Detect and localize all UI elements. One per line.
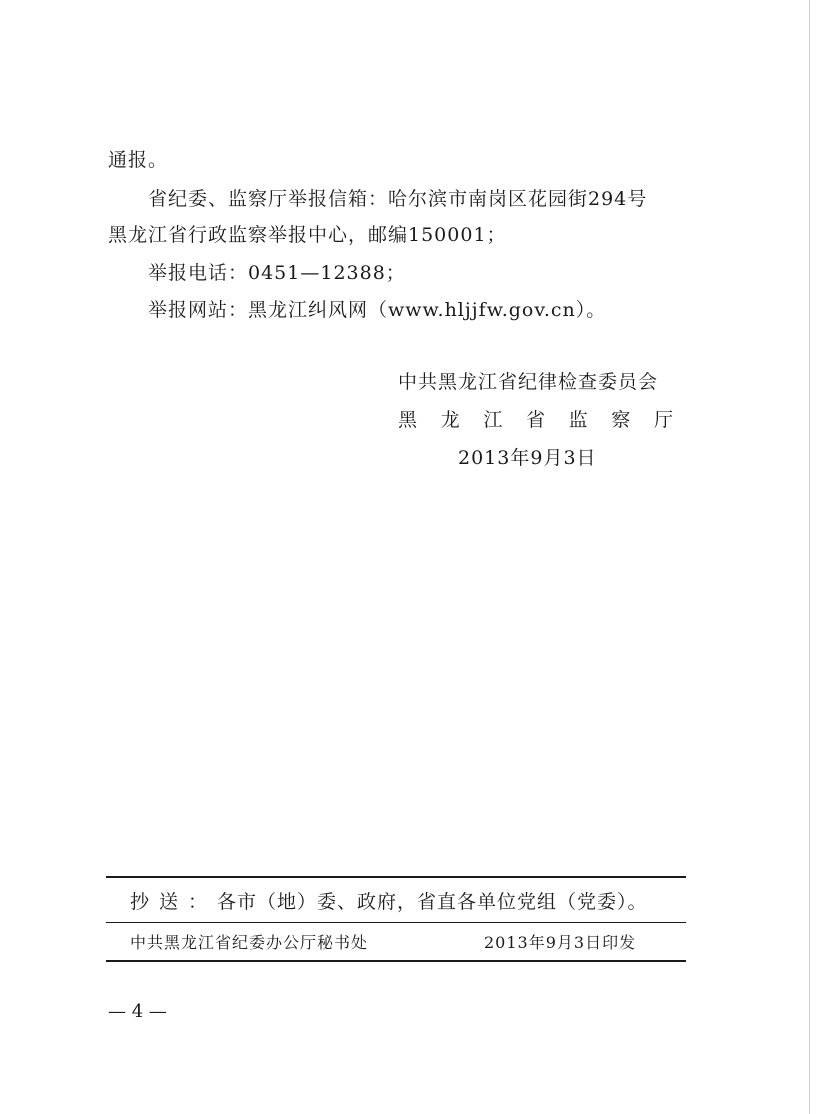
body-line-5: 举报网站：黑龙江纠风网（www.hljjfw.gov.cn）。 — [148, 299, 607, 321]
signature-date: 2013年9月3日 — [458, 447, 597, 469]
issuer: 中共黑龙江省纪委办公厅秘书处 — [130, 933, 369, 952]
cc-line — [130, 890, 648, 914]
page-number: — 4 — — [108, 1001, 167, 1022]
signature-org-2-char: 省 — [525, 409, 545, 431]
footer-rule-middle — [106, 922, 686, 923]
body-line-4: 举报电话：0451—12388； — [148, 262, 406, 284]
footer-rule-top — [106, 876, 686, 878]
cc-label: 抄送： — [130, 891, 218, 913]
signature-org-2-char: 龙 — [440, 409, 460, 431]
body-line-3: 黑龙江省行政监察举报中心，邮编150001； — [108, 224, 507, 246]
issue-date: 2013年9月3日印发 — [484, 933, 637, 952]
signature-org-1: 中共黑龙江省纪律检查委员会 — [398, 371, 659, 393]
body-line-1: 通报。 — [108, 149, 169, 171]
page-edge — [809, 0, 810, 1114]
signature-org-2-char: 察 — [611, 409, 631, 431]
signature-org-2-char: 江 — [483, 409, 503, 431]
signature-org-2-char: 厅 — [653, 409, 673, 431]
signature-org-2 — [398, 408, 673, 432]
footer-rule-bottom — [106, 960, 686, 962]
body-line-2: 省纪委、监察厅举报信箱：哈尔滨市南岗区花园街294号 — [148, 188, 648, 210]
signature-org-2-char: 黑 — [398, 409, 418, 431]
cc-recipients: 各市（地）委、政府，省直各单位党组（党委）。 — [217, 891, 648, 913]
signature-org-2-char: 监 — [568, 409, 588, 431]
